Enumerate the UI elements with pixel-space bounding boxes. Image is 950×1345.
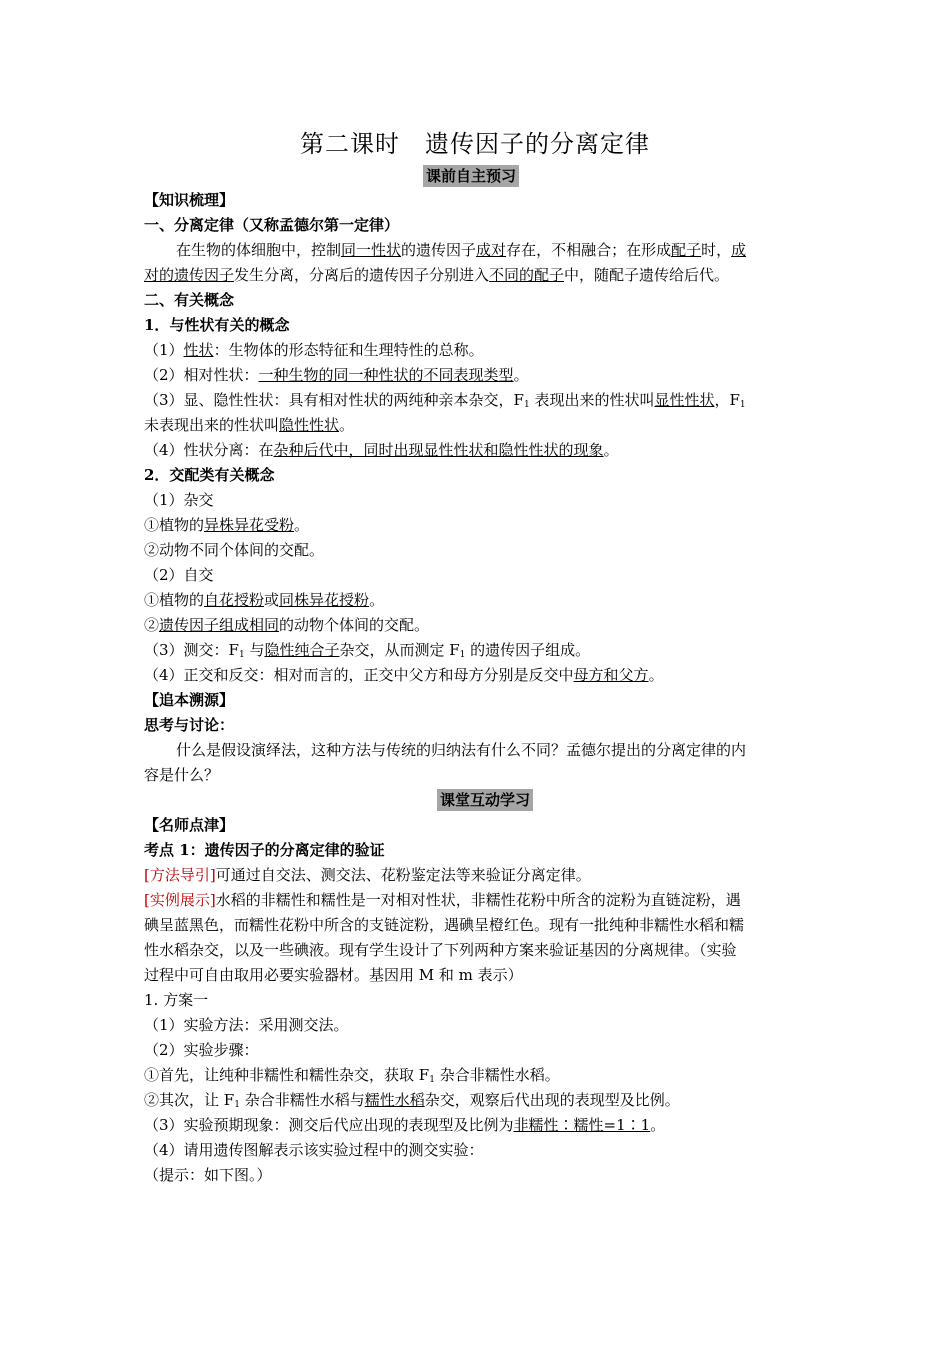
concept-line: ②动物不同个体间的交配。 <box>144 541 325 559</box>
concept-line: （4）正交和反交：相对而言的，正交中父方和母方分别是反交中母方和父方。 <box>144 666 664 684</box>
subsection-title-mating: 2．交配类有关概念 <box>144 466 275 484</box>
concept-line: ①植物的自花授粉或同株异花授粉。 <box>144 591 385 609</box>
paragraph-line: 对的遗传因子发生分离，分离后的遗传因子分别进入不同的配子中，随配子遗传给后代。 <box>144 266 730 284</box>
concept-line: （2）相对性状：一种生物的同一种性状的不同表现类型。 <box>144 366 529 384</box>
section-banner-classroom: 课堂互动学习 <box>437 789 533 811</box>
hint-line: （提示：如下图。） <box>144 1166 272 1184</box>
concept-line: ②遗传因子组成相同的动物个体间的交配。 <box>144 616 430 634</box>
example-line: 过程中可自由取用必要实验器材。基因用 M 和 m 表示） <box>144 966 523 984</box>
concept-line: （4）性状分离：在杂种后代中，同时出现显性性状和隐性性状的现象。 <box>144 441 619 459</box>
plan-title: 1. 方案一 <box>144 991 209 1009</box>
step-line: （1）实验方法：采用测交法。 <box>144 1016 349 1034</box>
subsection-title-traits: 1．与性状有关的概念 <box>144 316 290 334</box>
step-line: ①首先，让纯种非糯性和糯性杂交，获取 $F_1$ 杂合非糯性水稻。 <box>144 1066 560 1085</box>
page-title: 第二课时 遗传因子的分离定律 <box>300 130 650 158</box>
concept-line: （1）性状：生物体的形态特征和生理特性的总称。 <box>144 341 484 359</box>
step-line: （2）实验步骤： <box>144 1041 259 1059</box>
step-line: ②其次，让 $F_1$ 杂合非糯性水稻与糯性水稻杂交，观察后代出现的表现型及比例。 <box>144 1091 680 1110</box>
think-discuss-label: 思考与讨论： <box>144 716 235 734</box>
concept-line: ①植物的异株异花受粉。 <box>144 516 310 534</box>
example-line: [实例展示]水稻的非糯性和糯性是一对相对性状，非糯性花粉中所含的淀粉为直链淀粉，遇 <box>144 891 741 909</box>
paragraph-line: 在生物的体细胞中，控制同一性状的遗传因子成对存在，不相融合；在形成配子时，成 <box>176 241 747 259</box>
point-title: 考点 1：遗传因子的分离定律的验证 <box>144 841 385 859</box>
step-line: （3）实验预期现象：测交后代应出现的表现型及比例为非糯性∶糯性=1∶1。 <box>144 1116 666 1134</box>
heading-teacher-tips: 【名师点津】 <box>144 816 235 834</box>
concept-line: （1）杂交 <box>144 491 214 509</box>
example-line: 碘呈蓝黑色，而糯性花粉中所含的支链淀粉，遇碘呈橙红色。现有一批纯种非糯性水稻和糯 <box>144 916 745 934</box>
section-title-concepts: 二、有关概念 <box>144 291 235 309</box>
section-title-segregation-law: 一、分离定律（又称孟德尔第一定律） <box>144 216 400 234</box>
concept-line: （2）自交 <box>144 566 214 584</box>
step-line: （4）请用遗传图解表示该实验过程中的测交实验： <box>144 1141 484 1159</box>
concept-line: 未表现出来的性状叫隐性性状。 <box>144 416 355 434</box>
section-banner-preview: 课前自主预习 <box>423 165 519 187</box>
concept-line: （3）显、隐性性状：具有相对性状的两纯种亲本杂交，$F_1$ 表现出来的性状叫显性性状，$F_1$ <box>144 391 746 410</box>
question-line: 什么是假设演绎法，这种方法与传统的归纳法有什么不同？孟德尔提出的分离定律的内 <box>176 741 747 759</box>
example-line: 性水稻杂交，以及一些碘液。现有学生设计了下列两种方案来验证基因的分离规律。（实验 <box>144 941 737 959</box>
heading-trace-origin: 【追本溯源】 <box>144 691 235 709</box>
question-line: 容是什么？ <box>144 766 220 784</box>
heading-knowledge: 【知识梳理】 <box>144 191 235 209</box>
method-guide-line: [方法导引]可通过自交法、测交法、花粉鉴定法等来验证分离定律。 <box>144 866 591 884</box>
concept-line: （3）测交：$F_1$ 与隐性纯合子杂交，从而测定 $F_1$ 的遗传因子组成。 <box>144 641 591 660</box>
